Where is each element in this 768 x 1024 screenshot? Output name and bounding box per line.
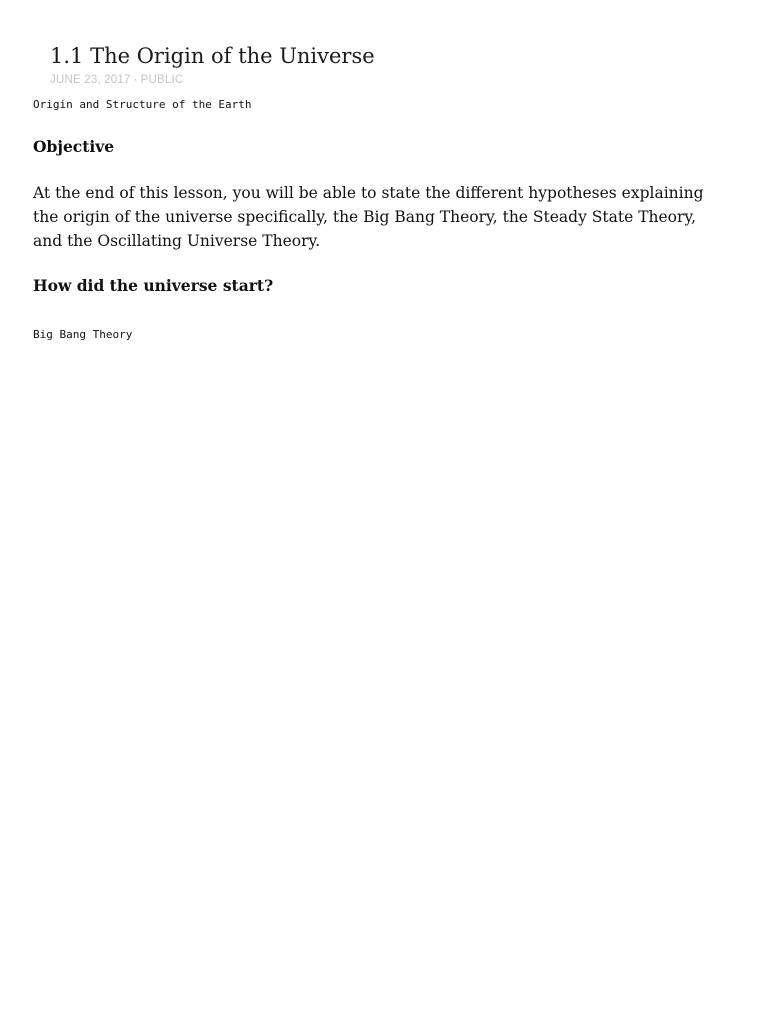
post-meta (50, 73, 183, 88)
meta-separator: · (133, 74, 138, 86)
objective-heading: Objective (33, 137, 115, 156)
document-subtitle: Origin and Structure of the Earth (33, 98, 252, 111)
question-heading: How did the universe start? (33, 276, 274, 295)
page-title: 1.1 The Origin of the Universe (50, 44, 375, 68)
post-date: JUNE 23, 2017 (50, 74, 131, 86)
big-bang-theory-label: Big Bang Theory (33, 328, 133, 341)
post-visibility: PUBLIC (140, 74, 184, 86)
objective-paragraph: At the end of this lesson, you will be able to state the different hypotheses explaining the origin of the universe specifically, the Big Bang Theory, the Steady State Theory, and the Oscillating Universe Theory. (33, 184, 704, 250)
